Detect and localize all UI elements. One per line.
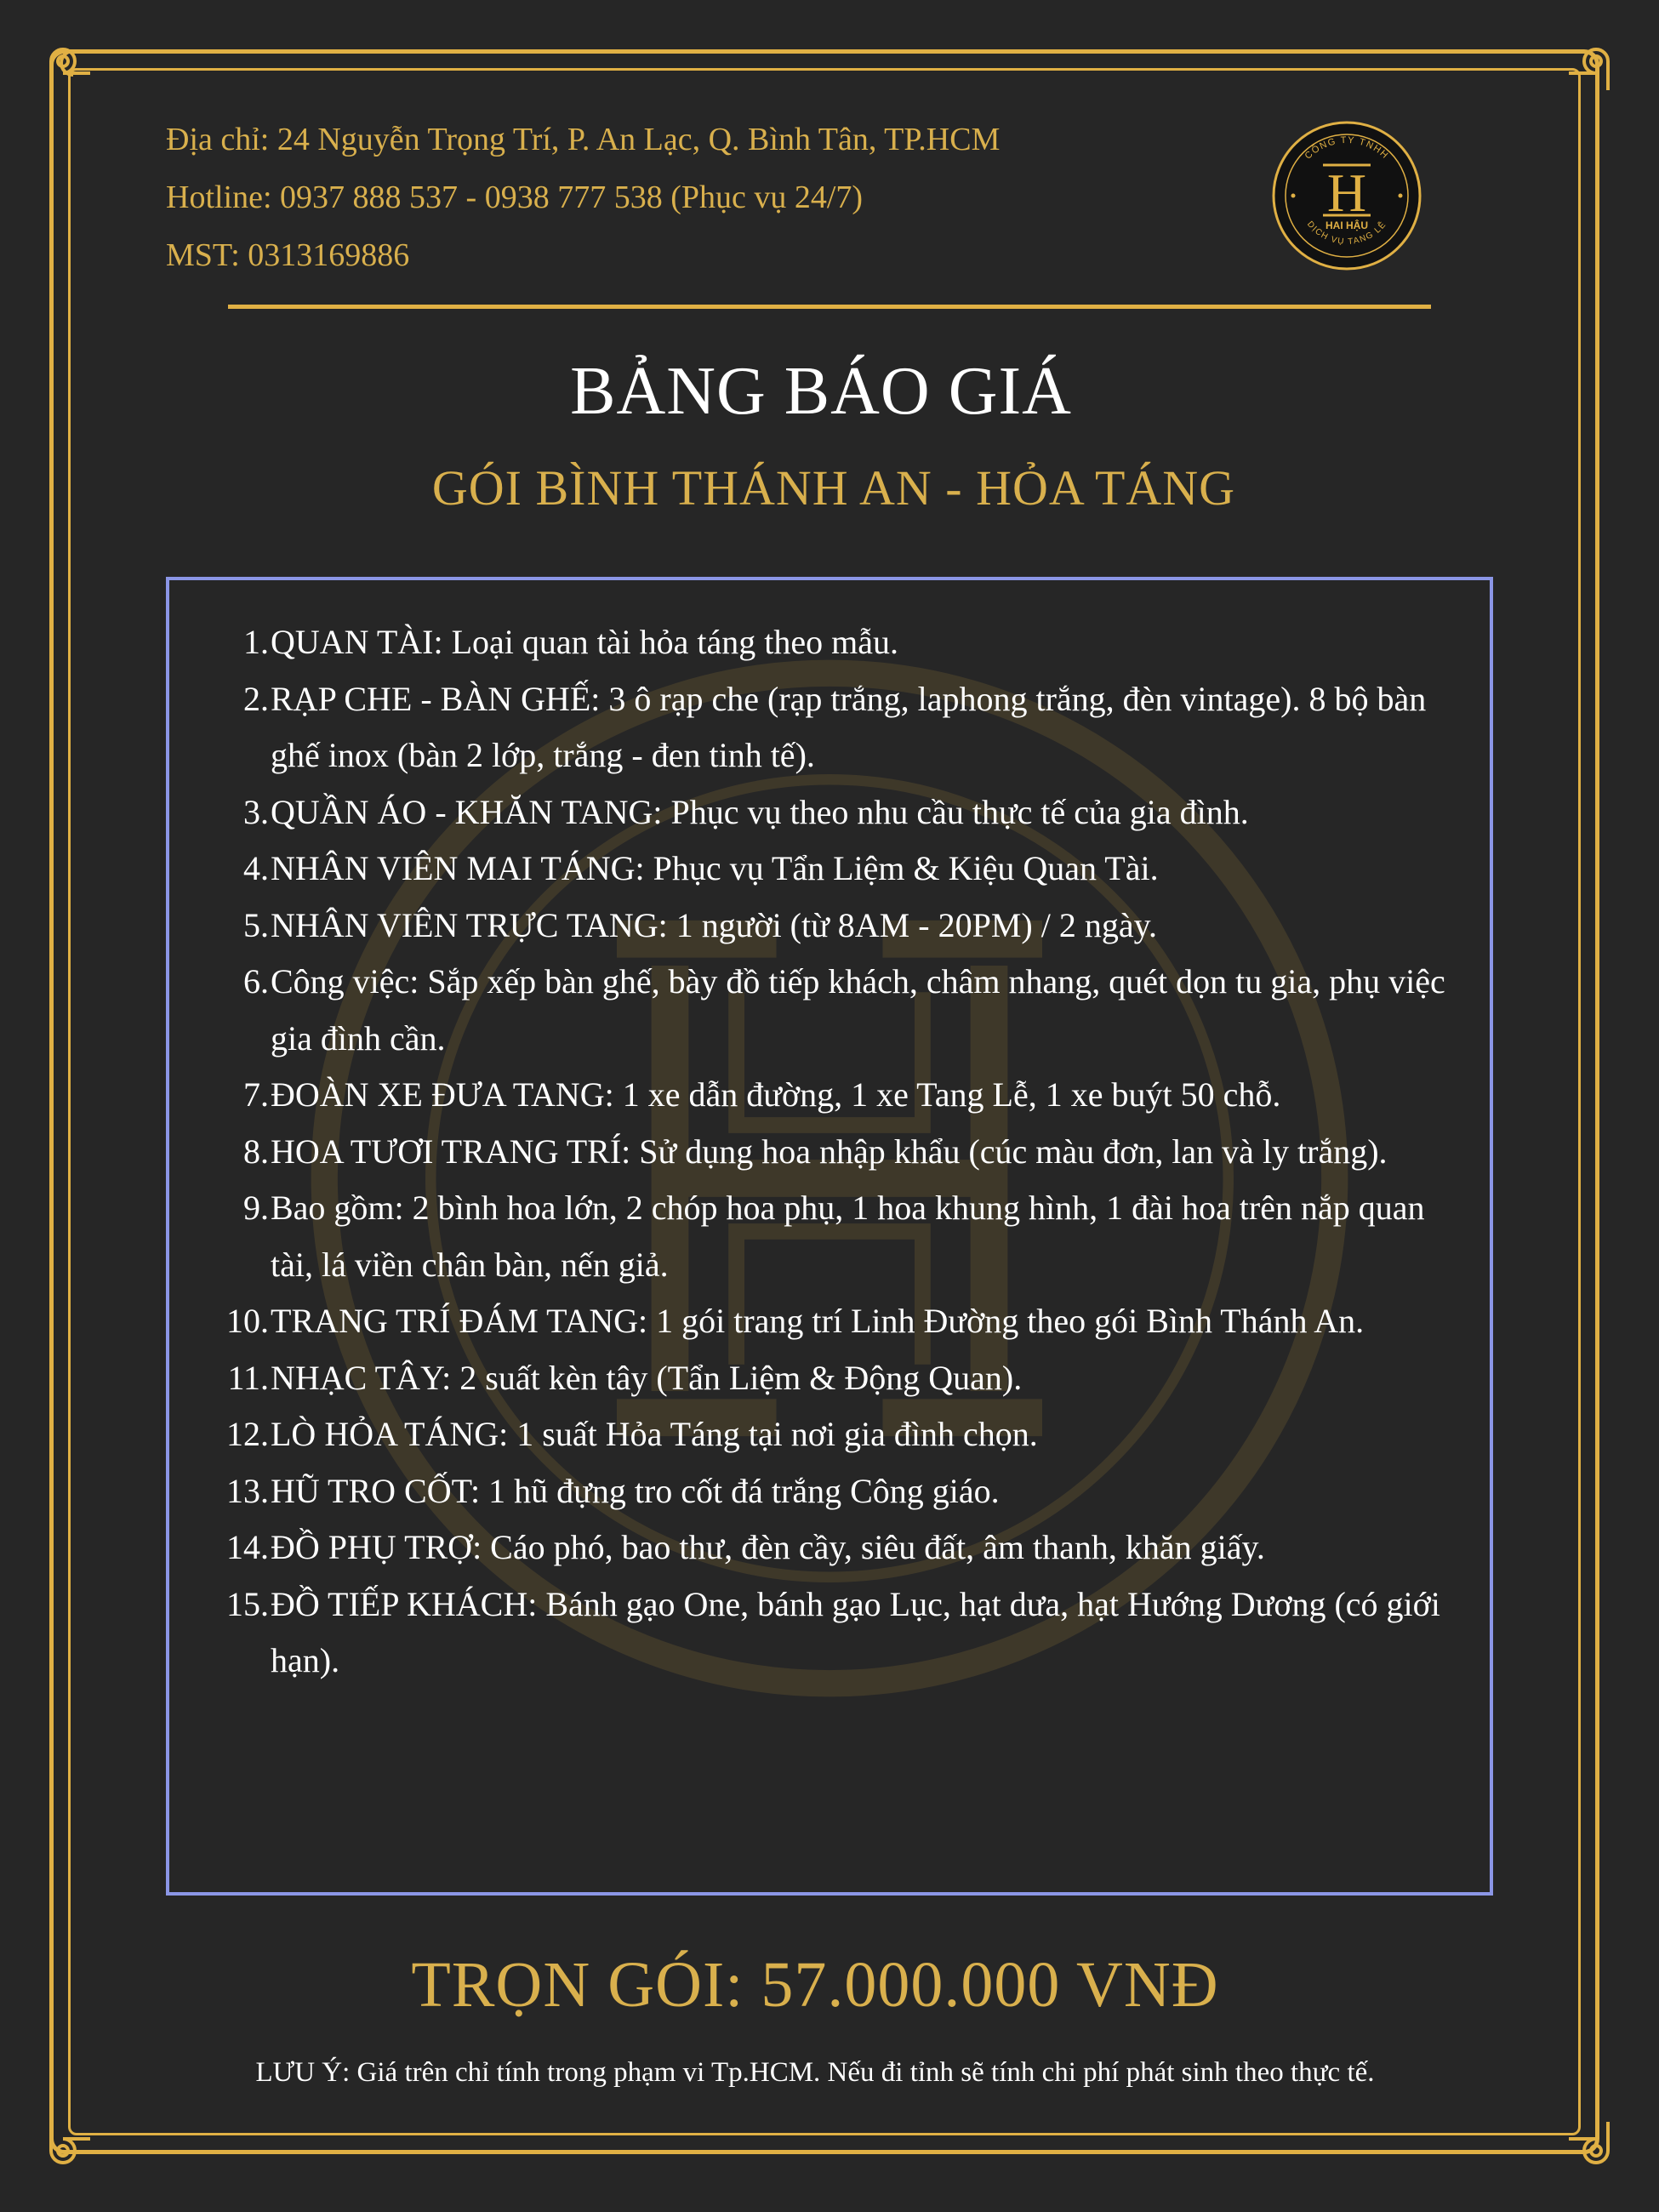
logo-letter: H — [1326, 162, 1367, 223]
corner-ornament-icon — [34, 2118, 94, 2178]
list-item: 13. HŨ TRO CỐT: 1 hũ đựng tro cốt đá trắng Công giáo. — [226, 1471, 1000, 1510]
list-item: 3. QUẦN ÁO - KHĂN TANG: Phục vụ theo nhu cầu thực tế của gia đình. — [243, 792, 1249, 831]
corner-ornament-icon — [34, 34, 94, 94]
package-subtitle: GÓI BÌNH THÁNH AN - HỎA TÁNG — [431, 460, 1236, 516]
list-item: 9. Bao gồm: 2 bình hoa lớn, 2 chóp hoa phụ, 1 hoa khung hình, 1 đài hoa trên nắp quan tài, lá viền chân bàn, nến giả. — [243, 1189, 1425, 1284]
hotline-text: Hotline: 0937 888 537 - 0938 777 538 (Phục vụ 24/7) — [166, 180, 864, 215]
list-item: 14. ĐỒ PHỤ TRỢ: Cáo phó, bao thư, đèn cầy, siêu đất, âm thanh, khăn giấy. — [226, 1528, 1265, 1566]
logo-top-text: CÔNG TY TNHH — [1303, 134, 1391, 162]
list-item: 11. NHẠC TÂY: 2 suất kèn tây (Tẩn Liệm & Động Quan). — [227, 1358, 1023, 1397]
list-item: 4. NHÂN VIÊN MAI TÁNG: Phục vụ Tẩn Liệm & Kiệu Quan Tài. — [243, 849, 1159, 887]
service-items-list — [204, 614, 1463, 1690]
list-item: 5. NHÂN VIÊN TRỰC TANG: 1 người (từ 8AM - 20PM) / 2 ngày. — [243, 905, 1157, 944]
package-total-price: TRỌN GÓI: 57.000.000 VNĐ — [411, 1949, 1219, 2021]
tax-id-text: MST: 0313169886 — [166, 237, 410, 273]
list-item: 7. ĐOÀN XE ĐƯA TANG: 1 xe dẫn đường, 1 xe Tang Lễ, 1 xe buýt 50 chỗ. — [243, 1075, 1281, 1114]
corner-ornament-icon — [1565, 2118, 1625, 2178]
header-divider — [228, 305, 1431, 309]
list-item: 12. LÒ HỎA TÁNG: 1 suất Hỏa Táng tại nơi gia đình chọn. — [226, 1415, 1038, 1453]
address-text: Địa chỉ: 24 Nguyễn Trọng Trí, P. An Lạc, Q. Bình Tân, TP.HCM — [166, 122, 1001, 157]
contact-info — [166, 111, 1000, 284]
list-item: 1. QUAN TÀI: Loại quan tài hỏa táng theo mẫu. — [243, 623, 898, 661]
page-title: BẢNG BÁO GIÁ — [570, 354, 1072, 429]
logo-name: HAI HẬU — [1325, 219, 1368, 231]
list-item: 8. HOA TƯƠI TRANG TRÍ: Sử dụng hoa nhập khẩu (cúc màu đơn, lan và ly trắng). — [243, 1132, 1388, 1171]
list-item: 2. RẠP CHE - BÀN GHẾ: 3 ô rạp che (rạp trắng, laphong trắng, đèn vintage). 8 bộ bàn ghế inox (bàn 2 lớp, trắng - đen tinh tế). — [243, 679, 1427, 774]
list-item: 6. Công việc: Sắp xếp bàn ghế, bày đồ tiếp khách, châm nhang, quét dọn tu gia, phụ việc gia đình cần. — [243, 962, 1445, 1058]
company-logo-icon — [1270, 119, 1423, 272]
list-item: 10. TRANG TRÍ ĐÁM TANG: 1 gói trang trí Linh Đường theo gói Bình Thánh An. — [226, 1302, 1365, 1340]
corner-ornament-icon — [1565, 34, 1625, 94]
list-item: 15. ĐỒ TIẾP KHÁCH: Bánh gạo One, bánh gạo Lục, hạt dưa, hạt Hướng Dương (có giới hạn). — [226, 1584, 1440, 1679]
footnote: LƯU Ý: Giá trên chỉ tính trong phạm vi Tp.HCM. Nếu đi tỉnh sẽ tính chi phí phát sinh theo thực tế. — [255, 2057, 1375, 2088]
logo-bottom-text: DỊCH VỤ TANG LỄ — [1304, 219, 1389, 247]
